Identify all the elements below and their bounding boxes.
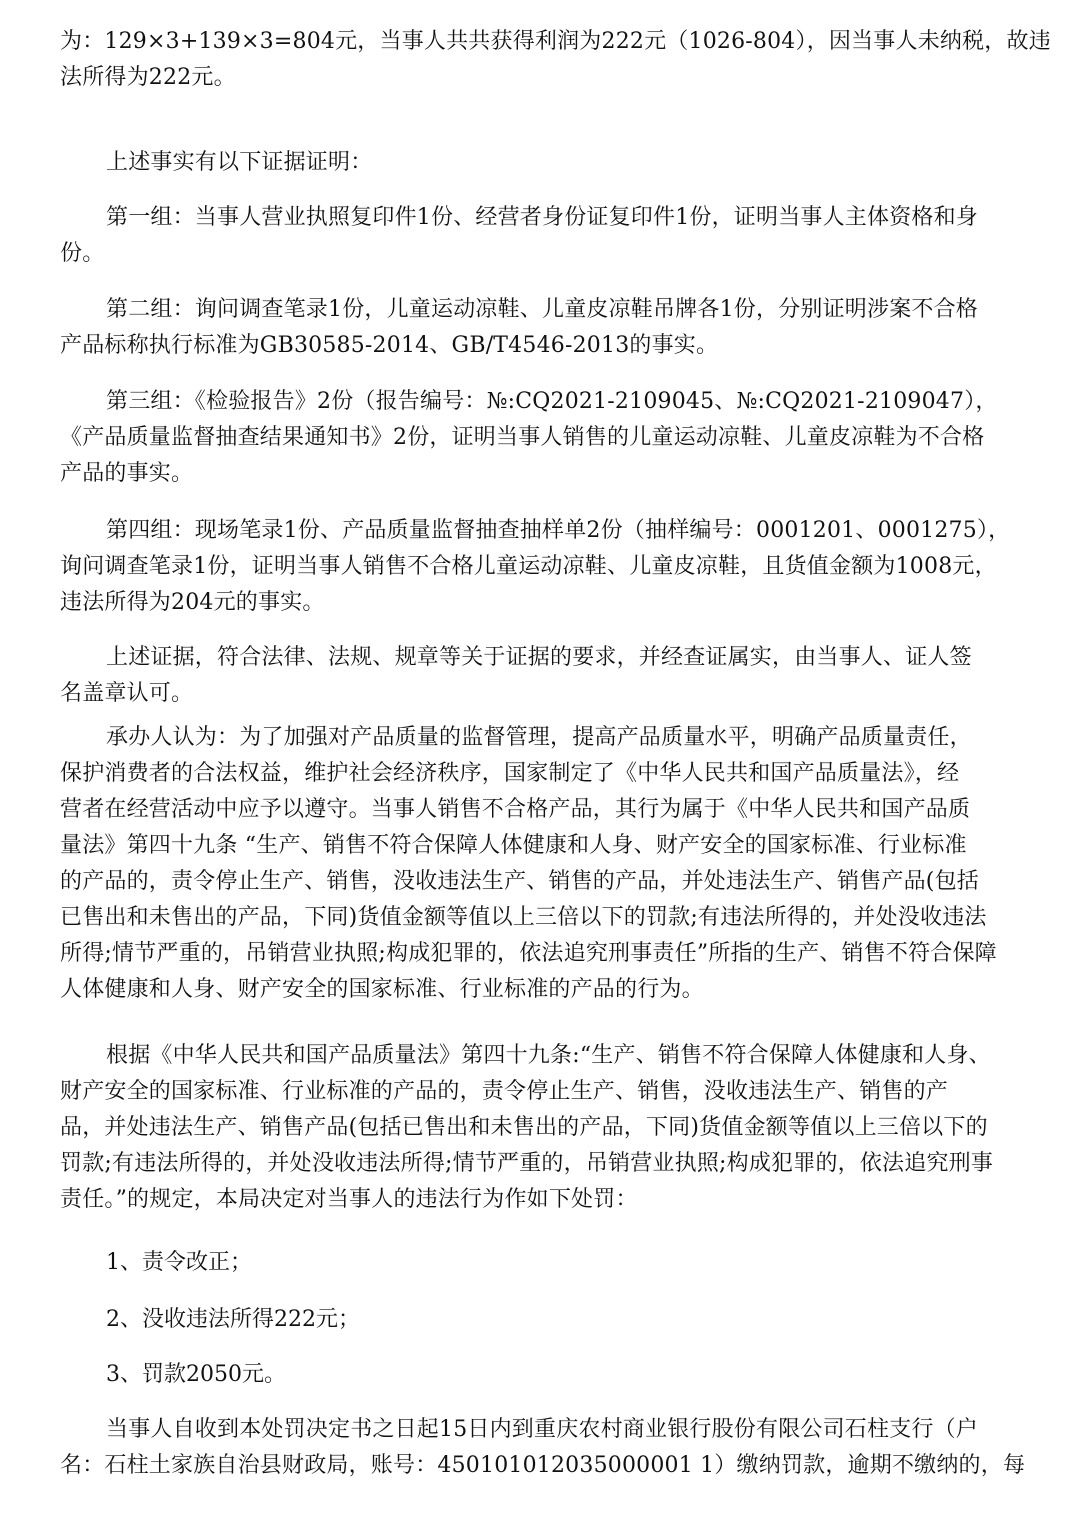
paragraph-payment-instructions [60,1412,1026,1484]
text-line: 所得;情节严重的，吊销营业执照;构成犯罪的，依法追究刑事责任”所指的生产、销售不符合保障 [60,941,997,966]
paragraph-handler-opinion [60,720,1020,1008]
paragraph-evidence-intro [60,145,1020,181]
paragraph-evidence-group-4 [60,513,1020,621]
text-line: 份。 [60,241,105,266]
text-line: 已售出和未售出的产品，下同)货值金额等值以上三倍以下的罚款;有违法所得的，并处没收违法 [60,905,987,930]
text-line: 《产品质量监督抽查结果通知书》2份，证明当事人销售的儿童运动凉鞋、儿童皮凉鞋为不合格 [60,425,985,450]
text-line: 上述事实有以下证据证明： [106,150,373,175]
text-line: 第三组：《检验报告》2份（报告编号：№:CQ2021-2109045、№:CQ2021-2109047）， [106,389,998,414]
text-line: 根据《中华人民共和国产品质量法》第四十九条:“生产、销售不符合保障人体健康和人身、 [106,1043,991,1068]
text-line: 名盖章认可。 [60,681,194,706]
penalty-item-1: 1、责令改正； [106,1250,252,1275]
text-line: 品，并处违法生产、销售产品(包括已售出和未售出的产品，下同)货值金额等值以上三倍以下的 [60,1115,988,1140]
text-line: 产品标称执行标准为GB30585-2014、GB/T4546-2013的事实。 [60,333,719,358]
penalty-item-2: 2、没收违法所得222元； [106,1307,360,1332]
paragraph-illegal-income-calc [60,24,1051,96]
text-line: 营者在经营活动中应予以遵守。当事人销售不合格产品，其行为属于《中华人民共和国产品质 [60,797,971,822]
text-line: 责任。”的规定，本局决定对当事人的违法行为作如下处罚： [60,1187,638,1212]
penalty-item-3: 3、罚款2050元。 [106,1362,286,1387]
text-line: 名：石柱土家族自治县财政局，账号：450101012035000001 1）缴纳罚款，逾期不缴纳的，每 [60,1453,1026,1478]
text-line: 违法所得为204元的事实。 [60,590,325,615]
text-line: 人体健康和人身、财产安全的国家标准、行业标准的产品的行为。 [60,977,704,1002]
text-line: 第二组：询问调查笔录1份，儿童运动凉鞋、儿童皮凉鞋吊牌各1份，分别证明涉案不合格 [106,297,978,322]
text-line: 上述证据，符合法律、法规、规章等关于证据的要求，并经查证属实，由当事人、证人签 [106,645,972,670]
paragraph-evidence-group-1 [60,200,1020,272]
text-line: 当事人自收到本处罚决定书之日起15日内到重庆农村商业银行股份有限公司石柱支行（户 [106,1417,978,1442]
text-line: 承办人认为：为了加强对产品质量的监督管理，提高产品质量水平，明确产品质量责任， [106,725,972,750]
text-line: 财产安全的国家标准、行业标准的产品的，责令停止生产、销售，没收违法生产、销售的产 [60,1079,949,1104]
text-line: 保护消费者的合法权益，维护社会经济秩序，国家制定了《中华人民共和国产品质量法》，经 [60,761,960,786]
text-line: 量法》第四十九条 “生产、销售不符合保障人体健康和人身、财产安全的国家标准、行业标准 [60,833,967,858]
text-line: 询问调查笔录1份，证明当事人销售不合格儿童运动凉鞋、儿童皮凉鞋，且货值金额为1008元， [60,554,997,579]
text-line: 为：129×3+139×3=804元，当事人共共获得利润为222元（1026-804），因当事人未纳税，故违 [60,29,1051,54]
text-line: 产品的事实。 [60,461,194,486]
text-line: 第四组：现场笔录1份、产品质量监督抽查抽样单2份（抽样编号：0001201、0001275）， [106,518,1011,543]
paragraph-legal-basis [60,1038,1020,1218]
text-line: 第一组：当事人营业执照复印件1份、经营者身份证复印件1份，证明当事人主体资格和身 [106,205,978,230]
text-line: 法所得为222元。 [60,65,236,90]
paragraph-evidence-group-3 [60,384,1020,492]
text-line: 罚款;有违法所得的，并处没收违法所得;情节严重的，吊销营业执照;构成犯罪的，依法追究刑事 [60,1151,994,1176]
paragraph-evidence-group-2 [60,292,1020,364]
text-line: 的产品的，责令停止生产、销售，没收违法生产、销售的产品，并处违法生产、销售产品(包括 [60,869,979,894]
paragraph-evidence-verified [60,640,1020,712]
